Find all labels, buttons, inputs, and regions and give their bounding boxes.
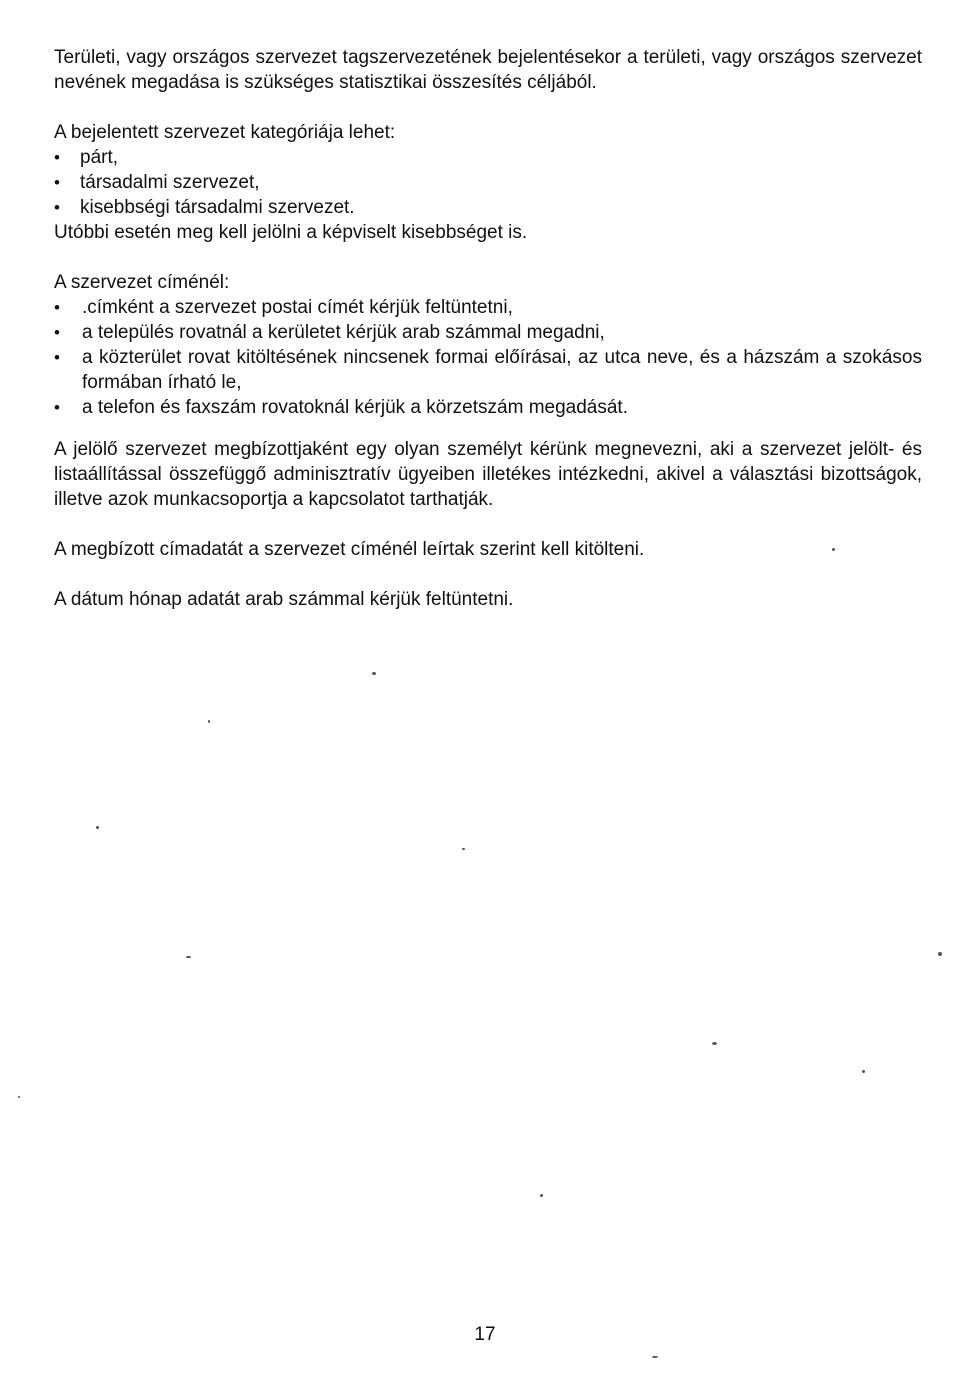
scan-speck (208, 720, 210, 723)
scan-speck (862, 1070, 865, 1073)
scan-speck (938, 952, 942, 956)
page-number: 17 (474, 1324, 496, 1345)
delegate-paragraph: A jelölő szervezet megbízottjaként egy olyan személyt kérünk megnevezni, aki a szervezet jelölt- és listaállítással összefüggő adminisztratív ügyeiben illetékes intézkedni, akivel a választási bizottságok, illetve azok munkacsoportja a kapcsolatot tarthatják. (54, 439, 922, 510)
list-item: • a telefon és faxszám rovatoknál kérjük a körzetszám megadását. (54, 395, 922, 420)
contact-paragraph: A megbízott címadatát a szervezet címénél leírtak szerint kell kitölteni. (54, 539, 645, 560)
scan-speck (832, 548, 835, 551)
date-paragraph: A dátum hónap adatát arab számmal kérjük feltüntetni. (54, 589, 514, 610)
category-heading: A bejelentett szervezet kategóriája lehet: (54, 122, 396, 143)
scan-speck (18, 1096, 20, 1098)
scan-speck (652, 1356, 658, 1358)
list-item: • párt, (54, 145, 922, 170)
address-heading: A szervezet címénél: (54, 272, 230, 293)
scan-speck (462, 848, 465, 850)
list-item: • .címként a szervezet postai címét kérjük feltüntetni, (54, 295, 922, 320)
category-note: Utóbbi esetén meg kell jelölni a képviselt kisebbséget is. (54, 222, 528, 243)
list-item: • a közterület rovat kitöltésének nincsenek formai előírásai, az utca neve, és a házszám a szokásos formában írható le, (54, 345, 922, 395)
address-list (54, 295, 922, 420)
scan-speck (372, 672, 376, 675)
scan-speck (186, 956, 191, 958)
scan-speck (712, 1042, 717, 1045)
intro-paragraph: Területi, vagy országos szervezet tagszervezetének bejelentésekor a területi, vagy országos szervezet nevének megadása is szükséges statisztikai összesítés céljából. (54, 47, 922, 93)
list-item: • kisebbségi társadalmi szervezet. (54, 195, 922, 220)
scan-speck (96, 826, 99, 829)
list-item: • a település rovatnál a kerületet kérjük arab számmal megadni, (54, 320, 922, 345)
category-list (54, 145, 922, 220)
list-item: • társadalmi szervezet, (54, 170, 922, 195)
scan-speck (540, 1194, 543, 1197)
